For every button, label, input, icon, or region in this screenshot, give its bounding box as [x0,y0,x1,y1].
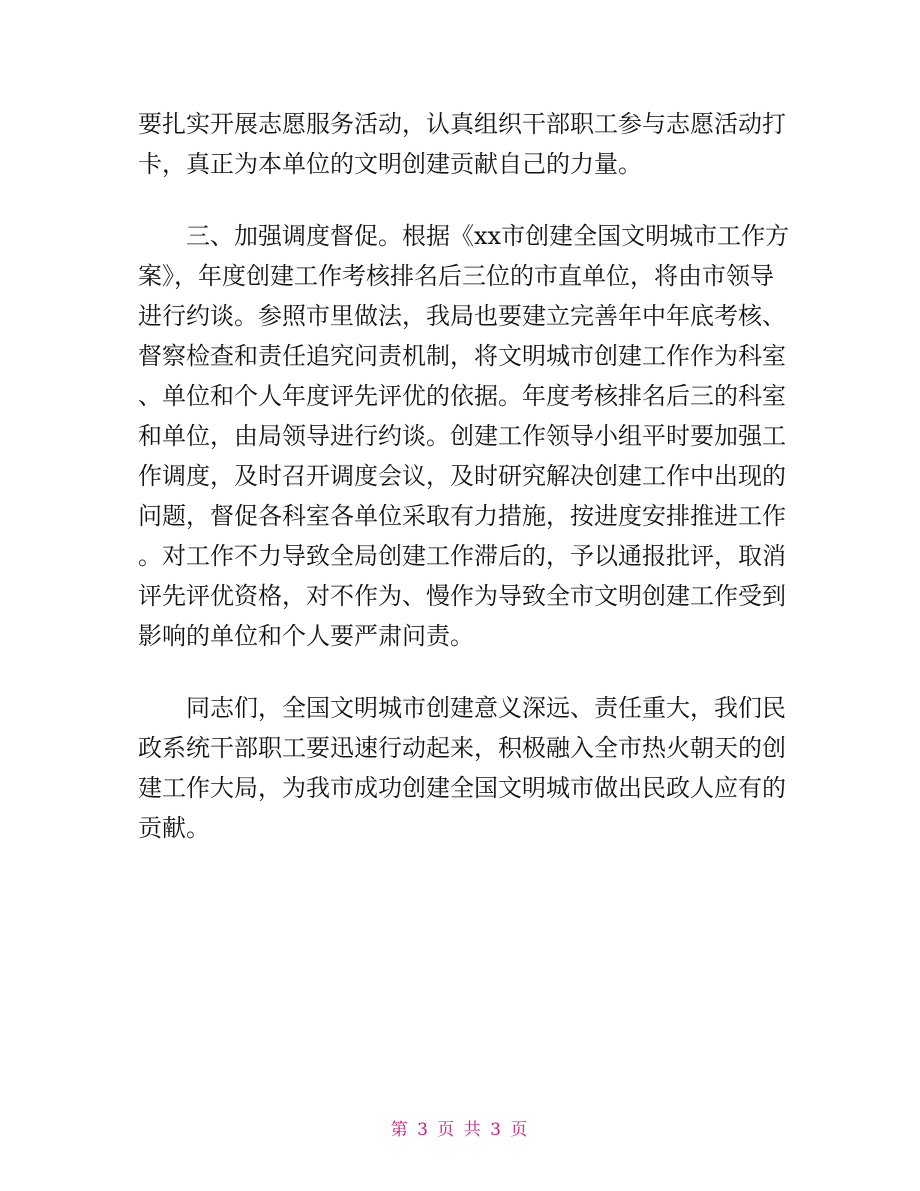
text-line: 进行约谈。参照市里做法，我局也要建立完善年中年底考核、 [138,302,786,330]
text-line: 要扎实开展志愿服务活动，认真组织干部职工参与志愿活动打 [138,110,786,138]
document-body [138,104,788,848]
page-number-footer: 第 3 页 共 3 页 [390,1120,530,1140]
text-line: 督察检查和责任追究问责机制，将文明城市创建工作作为科室 [138,342,786,370]
text-line: 政系统干部职工要迅速行动起来，积极融入全市热火朝天的创 [138,734,786,762]
text-line: 卡，真正为本单位的文明创建贡献自己的力量。 [138,150,642,178]
text-line: 和单位，由局领导进行约谈。创建工作领导小组平时要加强工 [138,422,786,450]
text-line: 三、加强调度督促。根据《xx市创建全国文明城市工作方 [186,222,790,250]
text-line: 问题，督促各科室各单位采取有力措施，按进度安排推进工作 [138,502,786,530]
text-line: 案》，年度创建工作考核排名后三位的市直单位，将由市领导 [138,262,774,290]
text-line: 。对工作不力导致全局创建工作滞后的，予以通报批评，取消 [138,542,786,570]
text-line: 评先评优资格，对不作为、慢作为导致全市文明创建工作受到 [138,582,786,610]
text-line: 贡献。 [138,814,210,842]
text-line: 影响的单位和个人要严肃问责。 [138,622,474,650]
text-line: 、单位和个人年度评先评优的依据。年度考核排名后三的科室 [138,382,786,410]
text-line: 作调度，及时召开调度会议，及时研究解决创建工作中出现的 [138,462,786,490]
text-line: 建工作大局，为我市成功创建全国文明城市做出民政人应有的 [138,774,786,802]
text-line: 同志们，全国文明城市创建意义深远、责任重大，我们民 [186,694,786,722]
